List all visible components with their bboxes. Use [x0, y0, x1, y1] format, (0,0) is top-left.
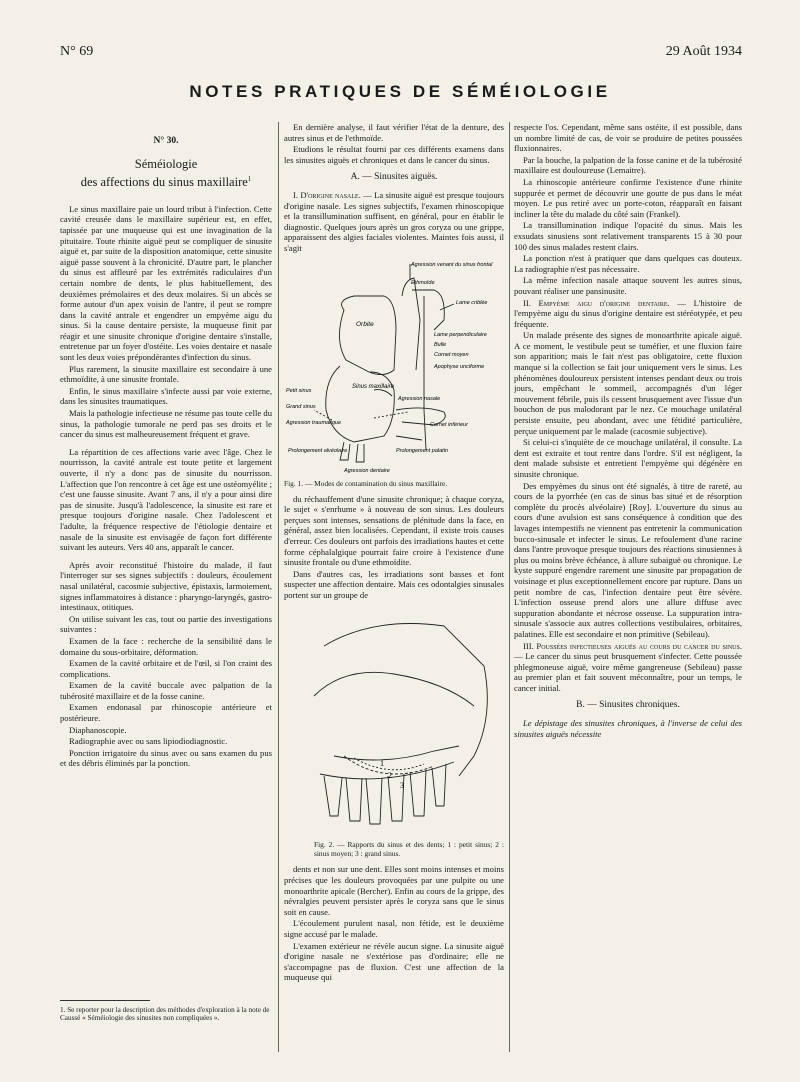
paragraph: du réchauffement d'une sinusite chronique; à chaque coryza, le sujet « s'enrhume » à nouveau de son sinus. Les douleurs perçues sont intenses, sensations de plénitude dans la face, en général, assez bien localisées. Cependant, il existe trois causes d'erreur. Ces douleurs ont parfois des irradiations hautes et cette forme céphalalgique pourrait faire croire à l'existence d'une sinusite frontale ou d'une ethmoïdite.: [284, 493, 504, 568]
paragraph: Examen de la cavité orbitaire et de l'œil, si l'on craint des complications.: [60, 658, 272, 679]
footnote-marker: 1: [247, 174, 252, 183]
heading-line-1: Séméiologie: [134, 156, 198, 171]
paragraph: La même infection nasale attaque souvent les autres sinus, pouvant réaliser une pansinusite.: [514, 275, 742, 296]
paragraph: Examen endonasal par rhinoscopie antérieure et postérieure.: [60, 702, 272, 724]
paragraph: Ponction irrigatoire du sinus avec ou sans examen du pus et des débris éliminés par la ponction.: [60, 747, 272, 769]
paragraph: Dans d'autres cas, les irradiations sont basses et font suspecter une affection dentaire. Mais ces odontalgies sinusales portent sur un groupe de: [284, 568, 504, 600]
paragraph: Etudions le résultat fourni par ces différents examens dans les sinusites aiguës et chroniques et dans le cancer du sinus.: [284, 144, 504, 165]
paragraph: Le sinus maxillaire paie un lourd tribut à l'infection. Cette cavité creusée dans le maxillaire supérieur est, en effet, tapissée par une muqueuse qui est une invagination de la pituitaire. Toute rhinite aiguë peut se compliquer de sinusite aiguë et, par suite de la disposition anatomique, cette sinusite aiguë passe souvent à la chronicité. D'autre part, le plancher du sinus est affleuré par les extrémités radiculaires d'un certain nombre de dents, le plus habituellement, des deuxièmes prémolaires et des deux molaires. Si un abcès se forme autour d'un apex voisin de l'antre, il peut se rompre dans la cavité antrale et engendrer un empyème aigu du sinus. Si la cause dentaire persiste, la muqueuse finit par réagir et une sinusite chronique d'origine dentaire s'installe, entretenue par un foyer d'ostéite. Les voies dentaire et nasale sont les deux voies prépondérantes d'infection du sinus.: [60, 203, 272, 363]
subsection-heading: II. Empyème aigu d'origine dentaire.: [523, 297, 670, 308]
paragraph: Mais la pathologie infectieuse ne résume pas toute celle du sinus, la pathologie tumorale ne perd pas ses droits et le cancer du sinus est malheureusement fréquent et grave.: [60, 408, 272, 440]
fig1-label-sinus-max: Sinus maxillaire: [352, 383, 395, 390]
page-title: NOTES PRATIQUES DE SÉMÉIOLOGIE: [189, 82, 611, 101]
fig2-number-3: 3: [400, 781, 404, 791]
fig1-label-bulle: Bulle: [434, 341, 447, 348]
figure-1: [284, 260, 504, 475]
figure-2-drawing: [284, 606, 504, 836]
figure-1-caption: Fig. 1. — Modes de contamination du sinus maxillaire.: [284, 478, 448, 488]
figure-2: [284, 606, 504, 836]
paragraph: Après avoir reconstitué l'histoire du malade, il faut l'interroger sur ses signes subjectifs : douleurs, écoulement nasal unilatéral, cacosmie subjective, épistaxis, larmoiement, signes inflammatoires à distance : pharyngo-laryngés, gastro-intestinaux, otitiques.: [60, 559, 272, 613]
paragraph: La transillumination indique l'opacité du sinus. Mais les exsudats sinusiens sont relativement transparents 15 à 30 pour 100 des sinus malades restent clairs.: [514, 220, 742, 252]
column-2: [284, 122, 504, 1052]
paragraph: Diaphanoscopie.: [69, 724, 127, 735]
figure-1-drawing: [284, 260, 504, 475]
paragraph: Des empyèmes du sinus ont été signalés, à titre de rareté, au cours de la pyorrhée (en cas de sinus bas situé et de résorption complète du procès alvéolaire) [Roy]. L'ouverture du sinus au cours d'une avulsion est sans conséquence à condition que des lavages intempestifs ne viennent pas entretenir la communication bucco-sinusale et infecter le sinus. Le refoulement d'une racine dans l'antre provoque presque toujours des réactions sinusiennes à plus ou moins brève échéance, à allure subaiguë ou chronique. Le kyste suppuré engendre rarement une sinusite par propagation de voisinage et plus exceptionnellement encore par rupture. Dans un petit nombre de cas, l'infection dentaire peut être sévère. L'infection osseuse prend alors une allure diffuse avec suppuration abondante et nécrose osseuse. La suppuration intra-sinusale s'associe aux autres collections vestibulaires, orbitaires, palatines. Elle est secondaire et non primitive (Sebileau).: [514, 480, 742, 639]
paragraph: Le dépistage des sinusites chroniques, à l'inverse de celui des sinusites aiguës nécessite: [514, 718, 742, 739]
paragraph: dents et non sur une dent. Elles sont moins intenses et moins précises que les douleurs provoquées par une pulpite ou une monoarthrite apicale (Bercher). Enfin au cours de la grippe, des névralgies peuvent persister après le coryza sans que le sinus soit en cause.: [284, 864, 504, 917]
paragraph: — L'histoire de l'empyème aigu du sinus d'origine dentaire est stéréotypée, et peu fréquente.: [514, 297, 742, 329]
fig1-label-petit-sinus: Petit sinus: [286, 387, 312, 394]
paragraph: La rhinoscopie antérieure confirme l'existence d'une rhinite suppurée et permet de découvrir une goutte de pus dans le méat moyen. Le pus retiré avec un porte-coton, réapparaît en faisant incliner la tête du malade du côté sain (Frankel).: [514, 176, 742, 219]
fig1-label-cornet-inf: Cornet inférieur: [430, 421, 468, 428]
fig1-label-orbite: Orbite: [356, 320, 374, 328]
paragraph: L'examen extérieur ne révèle aucun signe. La sinusite aiguë d'origine nasale ne s'extériose pas d'ordinaire; elle ne s'accompagne pas de fluxion. C'est une affection de la muqueuse qui: [284, 940, 504, 983]
fig1-label-agression-dent: Agression dentaire: [344, 467, 390, 474]
heading-line-2: des affections du sinus maxillaire: [80, 174, 248, 189]
paragraph: Plus rarement, la sinusite maxillaire est secondaire à une ethmoïdite, à une sinusite frontale.: [60, 363, 272, 385]
page-number: N° 69: [60, 44, 94, 59]
paragraph: Par la bouche, la palpation de la fosse canine et de la tubérosité maxillaire est douloureuse (Lemaitre).: [514, 154, 742, 176]
paragraph: L'écoulement purulent nasal, non fétide, est le deuxième signe accusé par le malade.: [284, 918, 504, 940]
paragraph: — Le cancer du sinus peut brusquement s'infecter. Cette poussée phlegmoneuse aiguë, voire même gangreneuse (Sebileau) passe au premier plan et fait souvent méconnaître, pour un temps, le cancer initial.: [514, 651, 742, 693]
fig1-label-apophyse: Apophyse unciforme: [434, 363, 485, 370]
fig2-number-2: 2: [388, 771, 392, 781]
paragraph: On utilise suivant les cas, tout ou partie des investigations suivantes :: [60, 613, 272, 635]
paragraph: Un malade présente des signes de monoarthrite apicale aiguë. A ce moment, le vestibule peut se tuméfier, et une fluxion faire son apparition; mais le fait n'est pas obligatoire, cette fluxion manque si la collection se fait jour uniquement vers le sinus. Les phénomènes douloureux persistent intenses pendant deux ou trois jours, empêchant le sommeil, accompagnés d'un léger mouvement fébrile, puis ils cessent brusquement avec l'issue d'un bouchon de pus malodorant par le nez. Ce mouchage unilatéral persiste ensuite, peu abondant, avec une fétidité particulière, perçue uniquement par le malade (cacosmie subjective).: [514, 330, 742, 436]
paragraph: Examen de la cavité buccale avec palpation de la tubérosité maxillaire et de la fosse canine.: [60, 680, 272, 701]
fig1-label-cornet-moyen: Cornet moyen: [434, 351, 469, 358]
fig1-label-lame-criblee: Lame criblée: [456, 299, 488, 306]
fig1-label-agression-nasale: Agression nasale: [398, 395, 441, 402]
article-heading: [60, 157, 272, 190]
column-rule: [278, 122, 279, 1052]
section-heading-a: A. — Sinusites aiguës.: [350, 172, 438, 183]
fig2-number-1: 1: [380, 759, 384, 769]
fig1-label-frontal: Agression venant du sinus frontal: [411, 261, 493, 268]
column-1: [60, 122, 272, 1052]
figure-2-caption: Fig. 2. — Rapports du sinus et des dents; 1 : petit sinus; 2 : sinus moyen; 3 : grand sinus.: [314, 840, 504, 859]
fig1-label-ethmoide: Ethmoïde: [411, 279, 435, 286]
paragraph: Radiographie avec ou sans lipiodiodiagnostic.: [69, 736, 228, 747]
paragraph: Si celui-ci s'inquiète de ce mouchage unilatéral, il consulte. La dent est extraite et tout rentre dans l'ordre. S'il est négligent, la dent malade subsiste et entretient l'empyème qui dégénère en sinusite chronique.: [514, 437, 742, 479]
column-rule: [509, 122, 510, 1052]
paragraph: La répartition de ces affections varie avec l'âge. Chez le nourrisson, la cavité antrale est toute petite et largement ouverte, il n'y a donc pas de sinusite du nourrisson. L'affection que l'on rencontre à cet âge est une ostéomyélite ; c'est une fausse sinusite. Avant 7 ans, il n'y a pour ainsi dire pas de sinusite. Jusqu'à l'adolescence, la sinusite est rare et presque toujours d'origine nasale. Chez l'adolescent et l'adulte, la fréquence respective de l'étiologie dentaire et nasale de la sinusite est envisagée de façon fort différente suivant les auteurs. Vers 40 ans, apparaît le cancer.: [60, 446, 272, 553]
paragraph: Enfin, le sinus maxillaire s'infecte aussi par voie externe, dans les sinusites traumatiques.: [60, 385, 272, 407]
fig1-label-grand-sinus: Grand sinus: [286, 403, 316, 410]
fig1-label-prolong-alv: Prolongement alvéolaire: [288, 447, 348, 454]
subsection-heading: III. Poussées infectieuses aiguës au cours du cancer du sinus.: [523, 640, 742, 651]
paragraph: La ponction n'est à pratiquer que dans quelques cas douteux. La radiographie n'est pas nécessaire.: [514, 253, 742, 274]
section-heading-b: B. — Sinusites chroniques.: [576, 700, 680, 711]
footnote-rule: [60, 1000, 150, 1001]
paragraph: Examen de la face : recherche de la sensibilité dans le domaine du sous-orbitaire, déformation.: [60, 635, 272, 657]
footnote: 1. Se reporter pour la description des méthodes d'exploration à la note de Caussé « Séméiologie des sinusites non compliquées ».: [60, 1006, 270, 1023]
note-number: N° 30.: [153, 136, 179, 146]
paragraph: respecte l'os. Cependant, même sans ostéite, il est possible, dans un nombre limité de cas, de voir se produire de petites poussées fluxionnaires.: [514, 122, 742, 154]
column-3: [514, 122, 742, 1052]
fig1-label-prolong-pal: Prolongement palatin: [396, 447, 448, 454]
issue-date: 29 Août 1934: [665, 44, 742, 59]
fig1-label-agression-trauma: Agression traumatique: [286, 419, 342, 426]
paragraph: En dernière analyse, il faut vérifier l'état de la denture, des autres sinus et de l'ethmoïde.: [284, 122, 504, 143]
fig1-label-lame-perp: Lame perpendiculaire: [434, 331, 487, 338]
subsection-heading: I. D'origine nasale.: [293, 189, 361, 200]
paragraph: — La sinusite aiguë est presque toujours d'origine nasale. Les signes subjectifs, l'examen rhinoscopique et la transillumination suffisent, en général, pour en établir le diagnostic. Quelques jours après un gros coryza ou une grippe, apparaissent des algies faciales violentes. Maintes fois aussi, il s'agit: [284, 189, 504, 253]
